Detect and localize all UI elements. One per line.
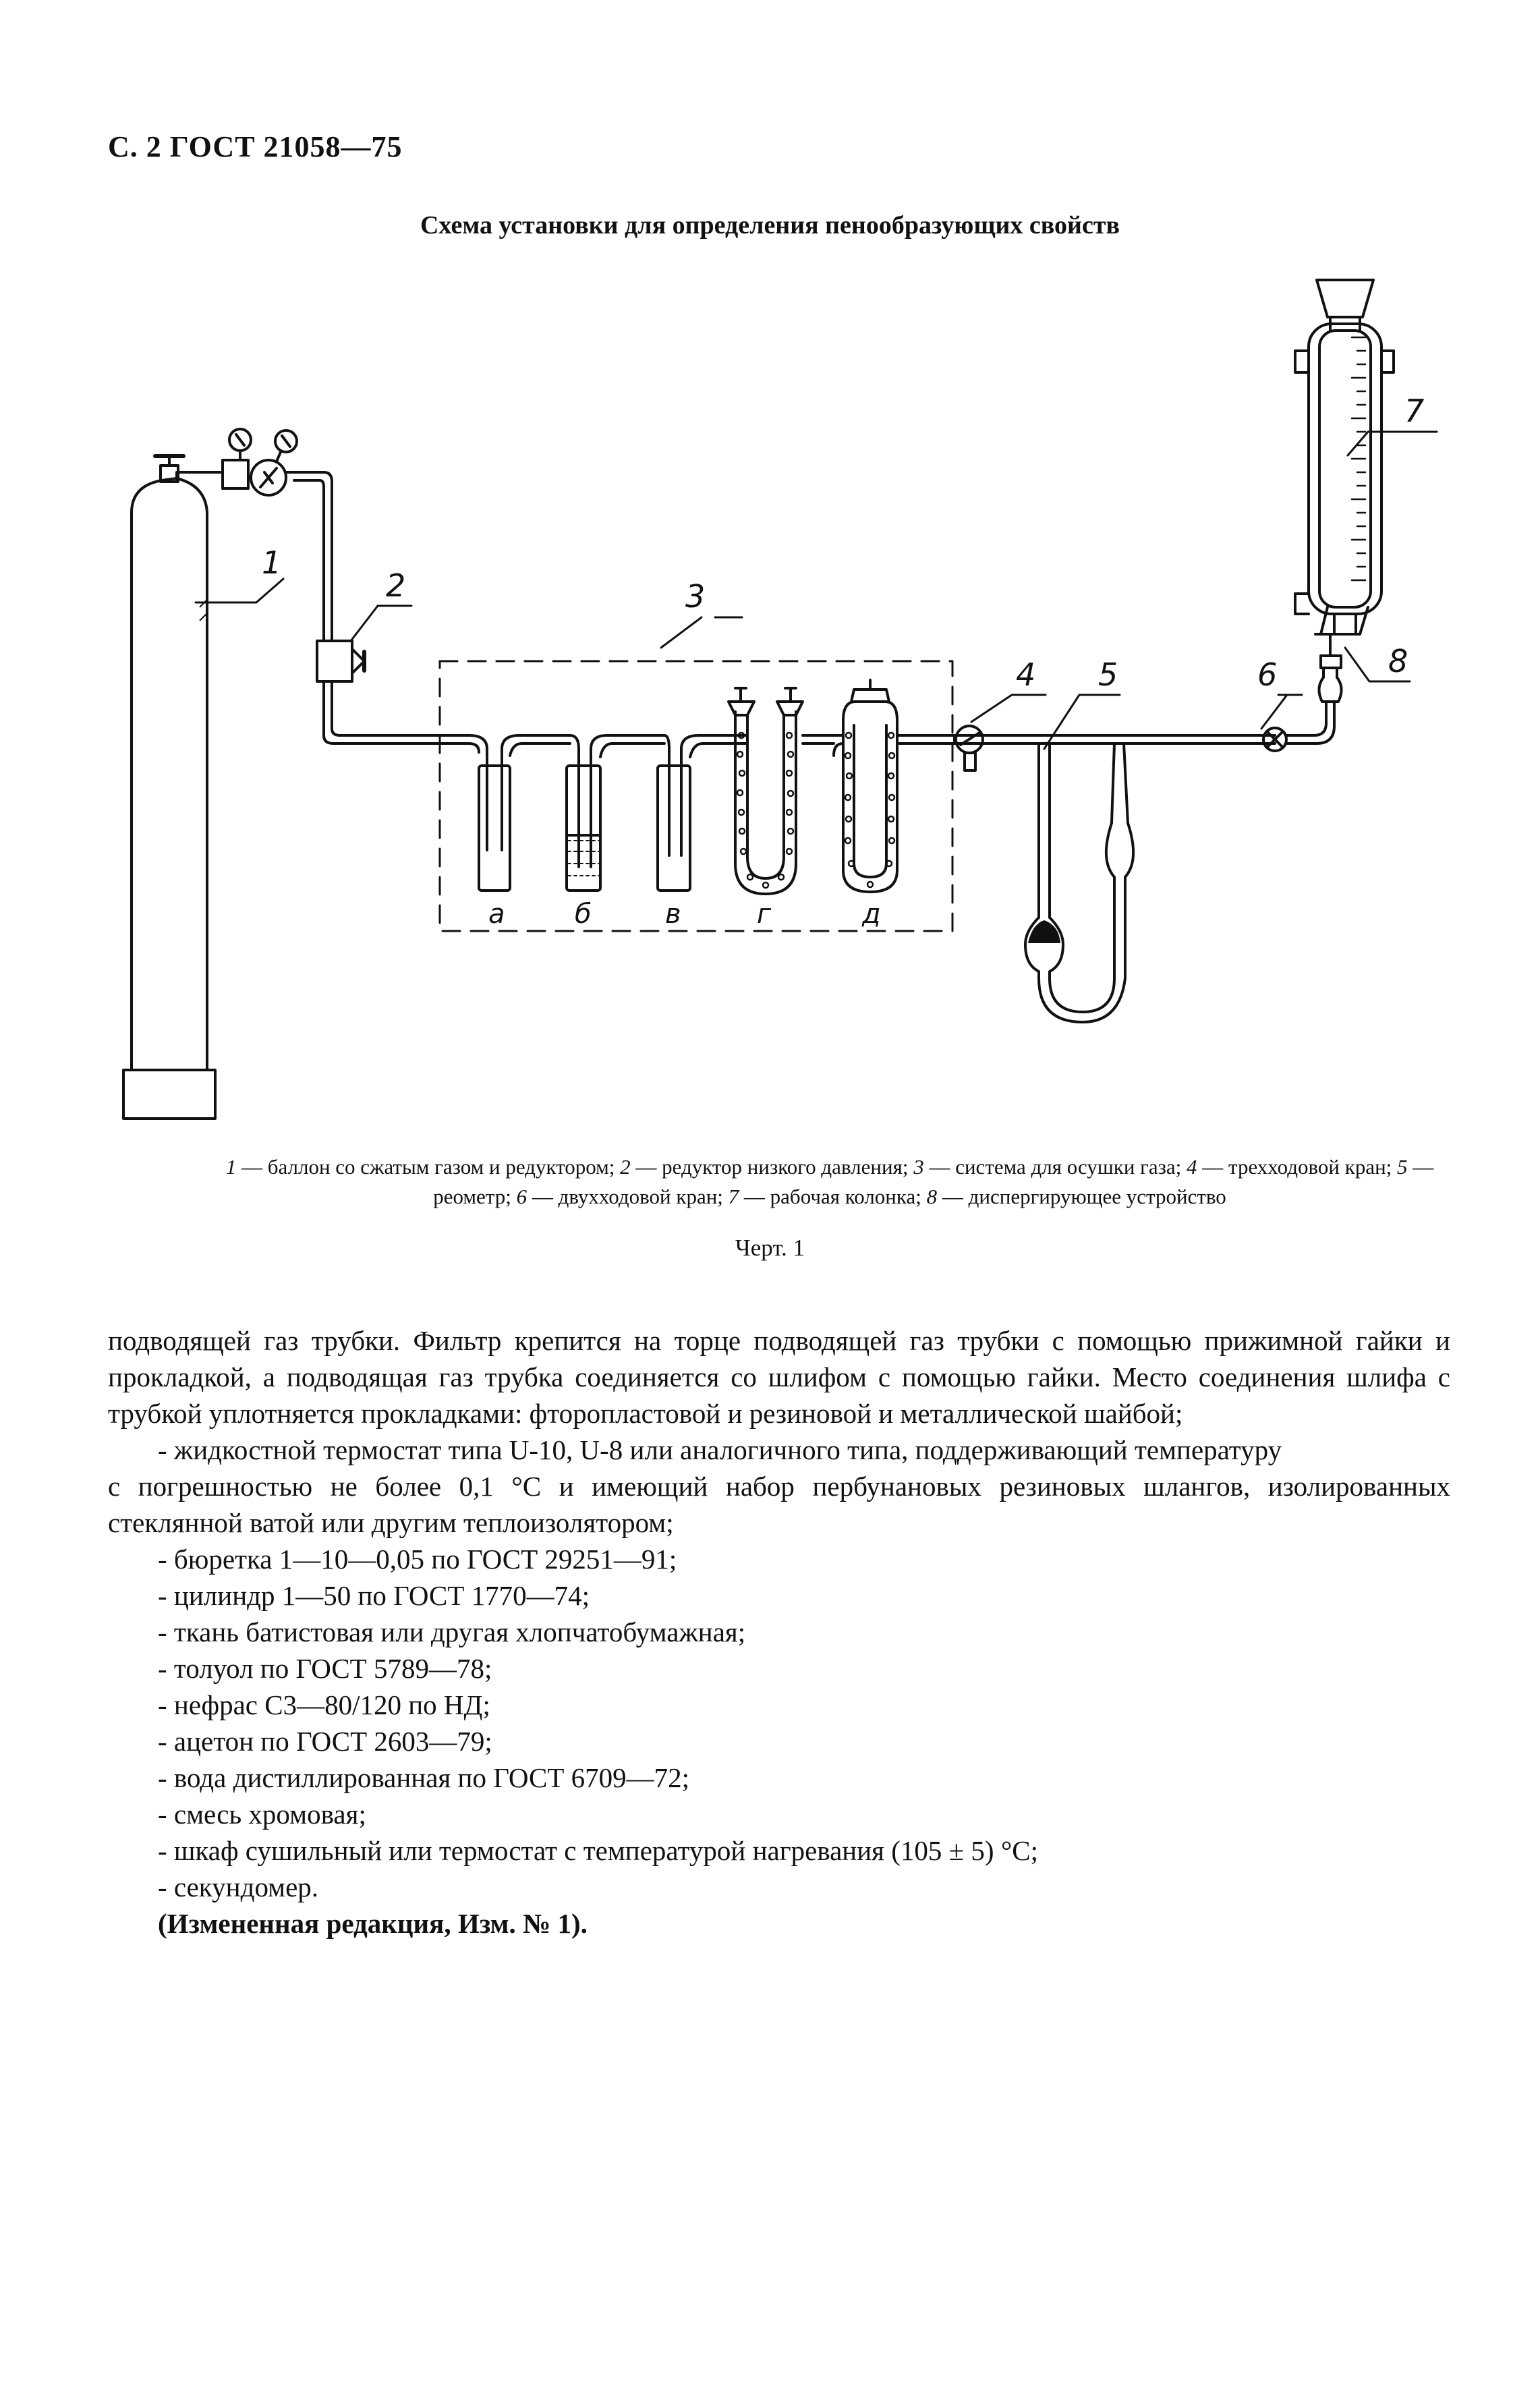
legend-text-5: — реометр; (433, 1155, 1434, 1208)
list-item: - секундомер. (158, 1871, 319, 1903)
list-item: - ацетон по ГОСТ 2603—79; (158, 1726, 492, 1757)
page-header: С. 2 ГОСТ 21058—75 (108, 130, 403, 163)
legend-num-4: 4 (1187, 1155, 1197, 1179)
legend-num-3: 3 (913, 1155, 924, 1179)
legend-text-8: — диспергирующее устройство (937, 1185, 1226, 1208)
low-pressure-reducer (317, 641, 364, 681)
label-7: 7 (1404, 393, 1425, 429)
u-tube-d (803, 680, 954, 892)
paragraph-continuation: подводящей газ трубки. Фильтр крепится на торце подводящей газ трубки с помощью прижимной гайки и прокладкой, а подводящая газ трубка соединяется со шлифом с помощью гайки. Место соединения шлифа с трубкой уплотняется прокладками: фторопластовой и резиновой и металлической шайбой; (108, 1325, 1450, 1429)
label-vessel-d: д (862, 899, 881, 930)
label-vessel-g: г (757, 899, 772, 930)
body-text (108, 1322, 1450, 1942)
label-2: 2 (386, 567, 406, 604)
leader-lines (196, 432, 1437, 749)
list-item: - нефрас С3—80/120 по НД; (158, 1689, 490, 1720)
figure-legend (202, 1152, 1457, 1212)
dispersing-device (1315, 634, 1346, 702)
list-item: - смесь хромовая; (158, 1799, 366, 1830)
figure-title: Схема установки для определения пенообразующих свойств (420, 211, 1120, 240)
three-way-valve (952, 726, 1032, 770)
vessel-a (469, 735, 570, 891)
list-item: - шкаф сушильный или термостат с температурой нагревания (105 ± 5) °С; (158, 1835, 1038, 1866)
list-item: - толуол по ГОСТ 5789—78; (158, 1653, 492, 1684)
column-graduations (1352, 337, 1365, 580)
label-vessel-a: а (488, 899, 505, 930)
legend-num-7: 7 (728, 1185, 739, 1208)
working-column (1295, 280, 1394, 634)
list-item: - вода дистиллированная по ГОСТ 6709—72; (158, 1762, 690, 1793)
label-vessel-b: б (575, 899, 592, 930)
legend-text-1: — баллон со сжатым газом и редуктором; (236, 1155, 621, 1179)
label-3: 3 (685, 578, 706, 615)
legend-text-3: — система для осушки газа; (923, 1155, 1187, 1179)
list-item: - цилиндр 1—50 по ГОСТ 1770—74; (158, 1580, 590, 1611)
revision-note: (Измененная редакция, Изм. № 1). (158, 1908, 588, 1939)
granules (737, 733, 894, 888)
gas-cylinder (123, 456, 215, 1119)
list-item: - бюретка 1—10—0,05 по ГОСТ 29251—91; (158, 1544, 677, 1575)
rheometer (1025, 735, 1275, 1022)
legend-num-1: 1 (225, 1155, 237, 1179)
label-1: 1 (262, 544, 282, 581)
legend-text-7: — рабочая колонка; (739, 1185, 927, 1208)
label-6: 6 (1257, 656, 1278, 693)
label-5: 5 (1098, 656, 1118, 693)
legend-text-6: — двухходовой кран; (527, 1185, 729, 1208)
vessel-b (567, 735, 664, 891)
label-8: 8 (1388, 643, 1408, 679)
legend-text-2: — редуктор низкого давления; (630, 1155, 914, 1179)
label-vessel-v: в (665, 899, 681, 930)
label-4: 4 (1016, 656, 1036, 693)
apparatus-diagram (0, 0, 1540, 1147)
list-item-thermostat-continuation: с погрешностью не более 0,1 °С и имеющий набор пербунановых резиновых шлангов, изолированных стеклянной ватой или другим теплоизолятором; (108, 1471, 1450, 1538)
legend-num-5: 5 (1397, 1155, 1408, 1179)
figure-caption: Черт. 1 (735, 1235, 805, 1261)
list-item: - ткань батистовая или другая хлопчатобумажная; (158, 1616, 746, 1647)
legend-text-4: — трехходовой кран; (1197, 1155, 1398, 1179)
list-item-thermostat: - жидкостной термостат типа U-10, U-8 или аналогичного типа, поддерживающий температуру (158, 1434, 1282, 1465)
legend-num-2: 2 (620, 1155, 631, 1179)
legend-num-6: 6 (516, 1185, 527, 1208)
legend-num-8: 8 (926, 1185, 938, 1208)
